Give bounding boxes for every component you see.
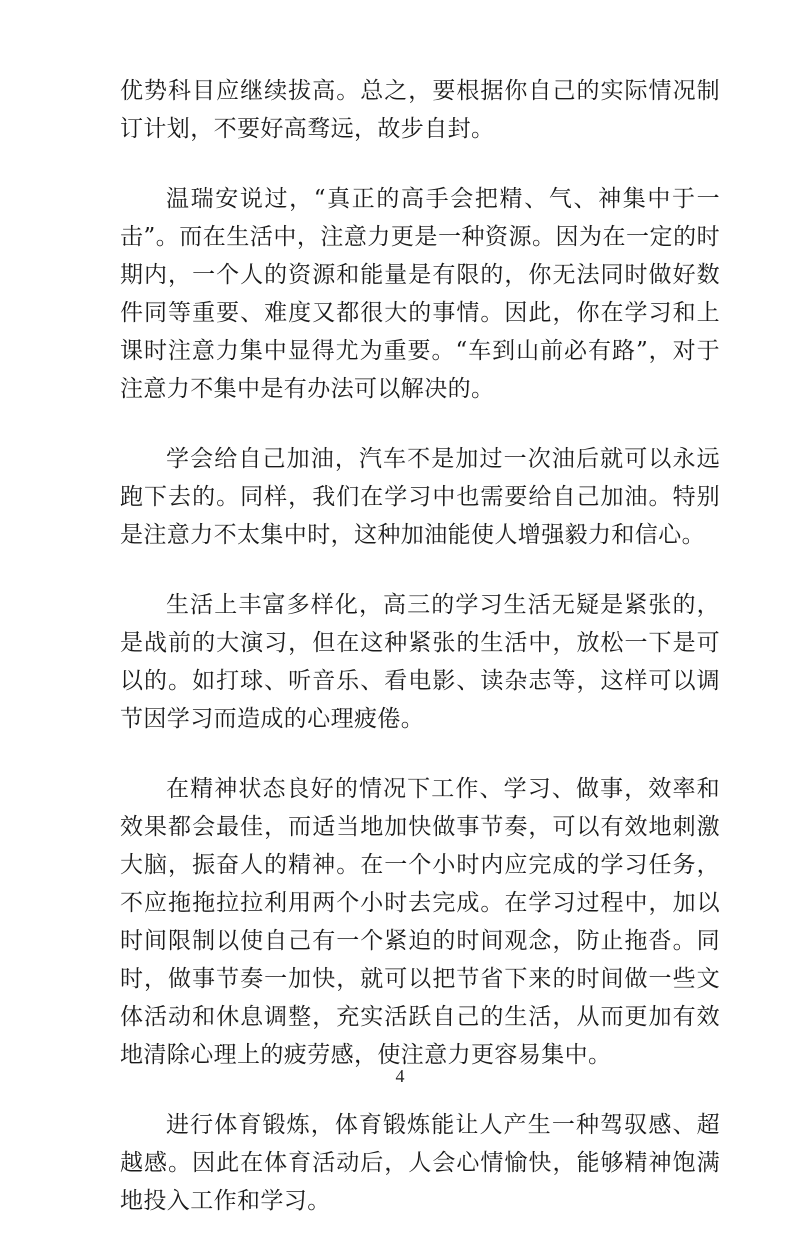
paragraph-2: 温瑞安说过，“真正的高手会把精、气、神集中于一击”。而在生活中，注意力更是一种资源。因为在一定的时期内，一个人的资源和能量是有限的，你无法同时做好数件同等重要、难度又都很大的事情。因此，你在学习和上课时注意力集中显得尤为重要。“车到山前必有路”，对于注意力不集中是有办法可以解决的。	[120, 186, 720, 402]
page-number: 4	[395, 1066, 405, 1086]
paragraph-1: 优势科目应继续拔高。总之，要根据你自己的实际情况制订计划，不要好高骛远，故步自封。	[120, 78, 720, 142]
paragraph-3: 学会给自己加油，汽车不是加过一次油后就可以永远跑下去的。同样，我们在学习中也需要给自己加油。特别是注意力不太集中时，这种加油能使人增强毅力和信心。	[120, 446, 720, 548]
paragraph-6: 进行体育锻炼，体育锻炼能让人产生一种驾驭感、超越感。因此在体育活动后，人会心情愉快，能够精神饱满地投入工作和学习。	[120, 1112, 720, 1214]
paragraph-4: 生活上丰富多样化，高三的学习生活无疑是紧张的，是战前的大演习，但在这种紧张的生活中，放松一下是可以的。如打球、听音乐、看电影、读杂志等，这样可以调节因学习而造成的心理疲倦。	[120, 592, 720, 732]
paragraph-5: 在精神状态良好的情况下工作、学习、做事，效率和效果都会最佳，而适当地加快做事节奏，可以有效地刺激大脑，振奋人的精神。在一个小时内应完成的学习任务，不应拖拖拉拉利用两个小时去完成。在学习过程中，加以时间限制以使自己有一个紧迫的时间观念，防止拖沓。同时，做事节奏一加快，就可以把节省下来的时间做一些文体活动和休息调整，充实活跃自己的生活，从而更加有效地清除心理上的疲劳感，使注意力更容易集中。	[120, 776, 720, 1068]
